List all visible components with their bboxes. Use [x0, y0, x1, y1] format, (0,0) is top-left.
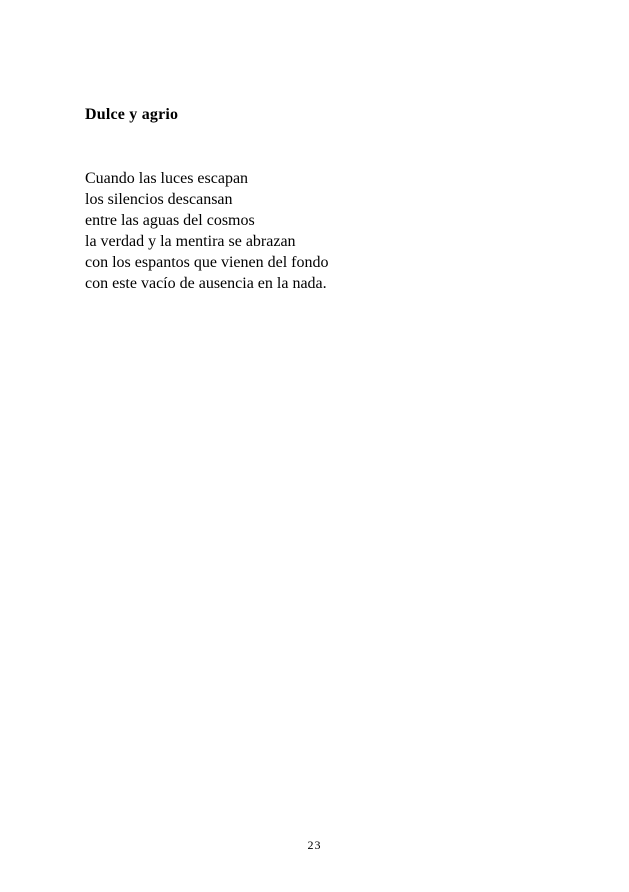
poem-body	[85, 168, 329, 294]
poem-line: con este vacío de ausencia en la nada.	[85, 275, 327, 292]
poem-line: Cuando las luces escapan	[85, 170, 249, 187]
poem-line: la verdad y la mentira se abrazan	[85, 233, 296, 250]
poem-line: los silencios descansan	[85, 191, 233, 208]
poem-line: con los espantos que vienen del fondo	[85, 254, 329, 271]
page-number: 23	[307, 838, 322, 852]
poem-line: entre las aguas del cosmos	[85, 212, 255, 229]
poem-title: Dulce y agrio	[85, 106, 179, 123]
